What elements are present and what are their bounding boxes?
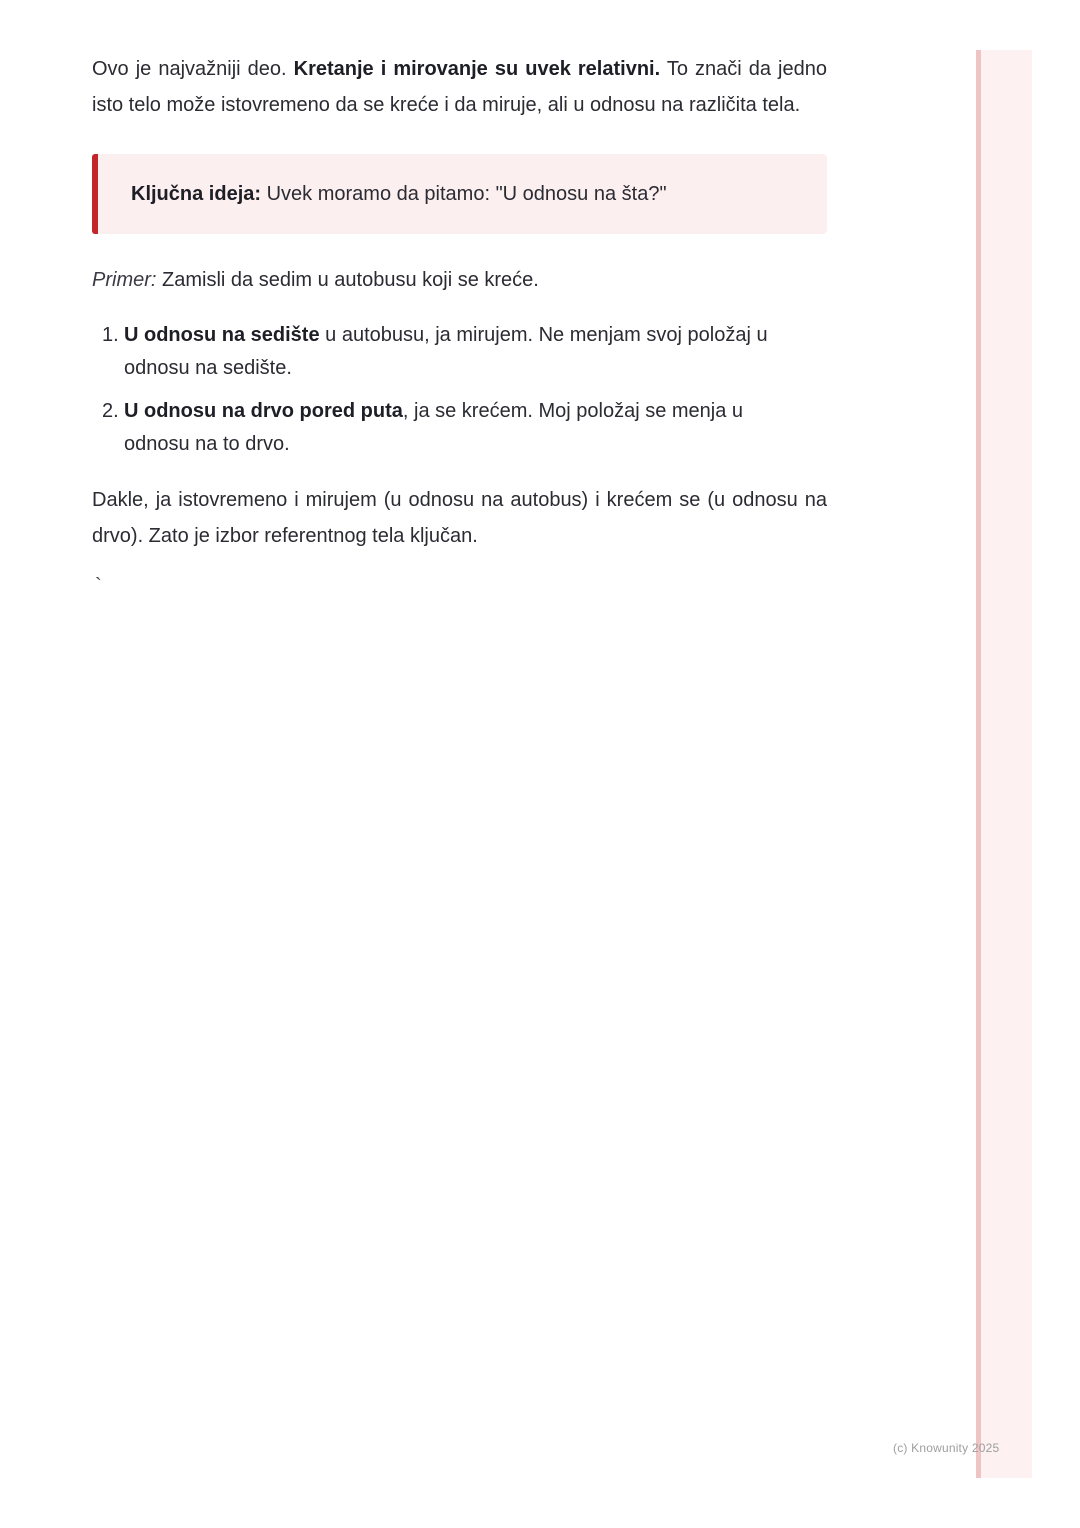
callout-body: Uvek moramo da pitamo: "U odnosu na šta?" [261,183,667,205]
intro-rest: To znači da jedno isto telo može istovremeno da se kreće i da miruje, ali u odnosu na različita tela. [92,58,827,116]
list-item [92,319,804,385]
intro-lead: Ovo je najvažniji deo. [92,58,294,80]
document-content [92,52,827,596]
list-item-text: u autobusu, ja mirujem. Ne menjam svoj položaj u odnosu na sedište. [124,324,768,379]
list-item-text: , ja se krećem. Moj položaj se menja u odnosu na to drvo. [124,400,744,455]
callout-label: Ključna ideja: [131,183,262,205]
list-item-bold: U odnosu na sedište [124,324,320,346]
side-margin-band [976,50,1032,1478]
callout-text [131,180,667,208]
example-list [92,319,827,461]
key-idea-callout [92,154,827,234]
intro-key-statement: Kretanje i mirovanje su uvek relativni. [293,58,661,80]
list-item [92,395,804,461]
summary-paragraph: Dakle, ja istovremeno i mirujem (u odnosu na autobus) i krećem se (u odnosu na drvo). Zato je izbor referentnog tela ključan. [92,489,827,547]
list-item-number: 2. [102,400,119,422]
stray-backtick: ` [95,575,102,597]
example-label: Primer: [92,269,157,291]
list-item-number: 1. [102,324,119,346]
side-margin-line [976,50,981,1478]
callout-accent-bar [92,154,98,234]
copyright-footer: (c) Knowunity 2025 [893,1441,1000,1455]
example-text: Zamisli da sedim u autobusu koji se kreće. [156,269,539,291]
intro-paragraph [92,52,827,123]
example-paragraph [92,265,827,295]
list-item-bold: U odnosu na drvo pored puta [124,400,403,422]
